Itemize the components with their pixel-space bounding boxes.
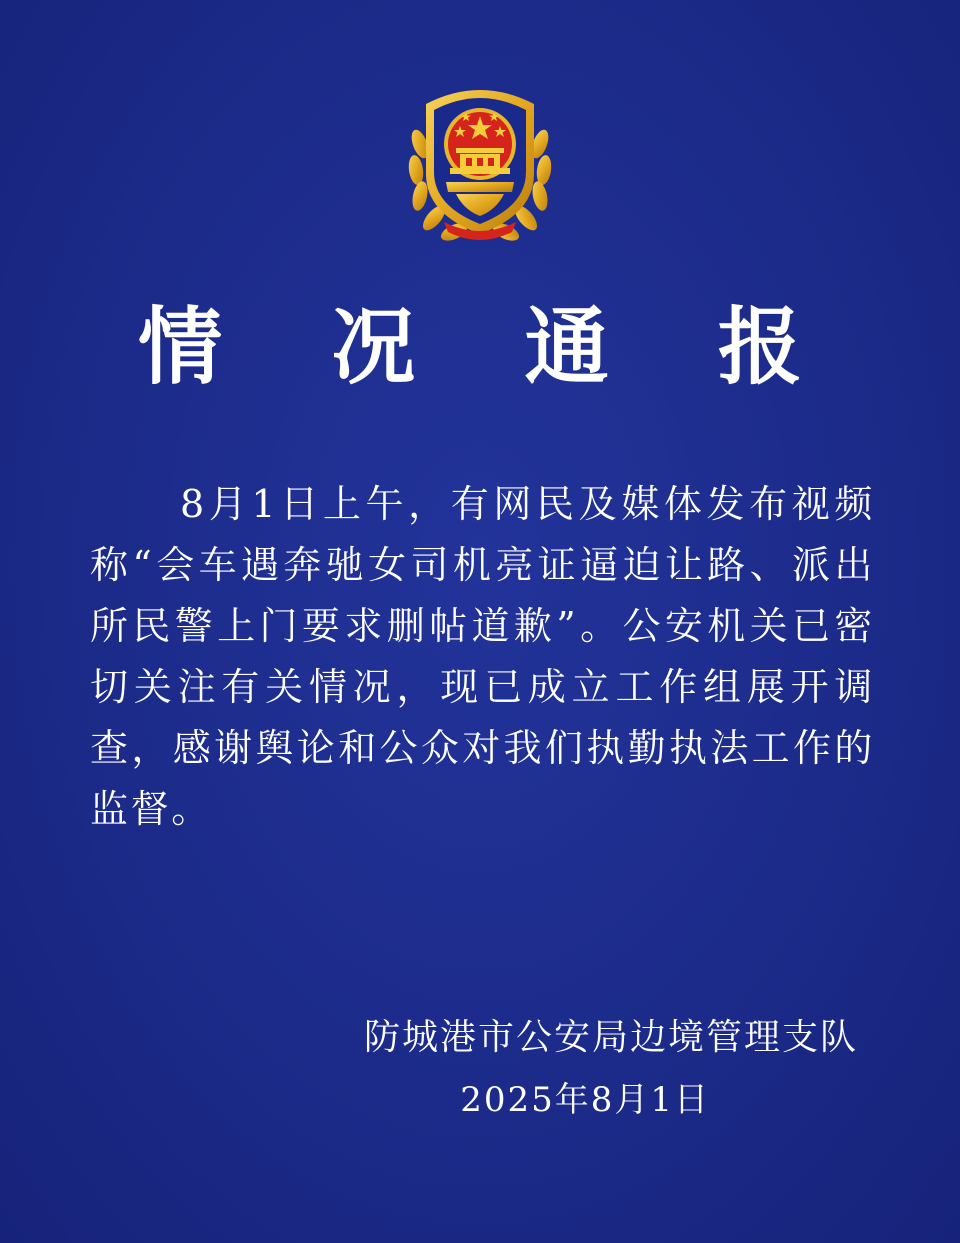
notice-title: 情 况 通 报 — [138, 297, 842, 396]
issue-date: 2025年8月1日 — [460, 1080, 710, 1120]
notice-body: 8月1日上午，有网民及媒体发布视频称“会车遇奔驰女司机亮证逼迫让路、派出所民警上门要求删帖道歉”。公安机关已密切关注有关情况，现已成立工作组展开调查，感谢舆论和公众对我们执勤执法工作的监督。 — [90, 482, 875, 831]
issuer-name: 防城港市公安局边境管理支队 — [363, 1017, 858, 1058]
police-emblem-icon — [404, 82, 556, 244]
